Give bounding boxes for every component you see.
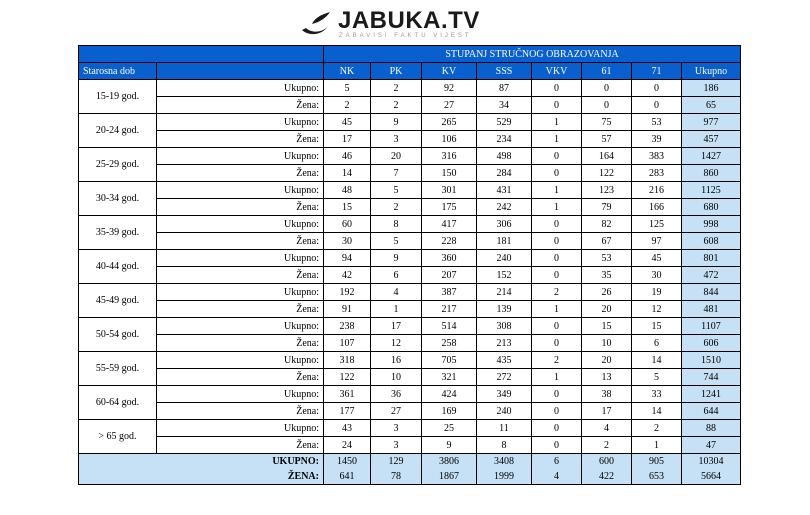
data-cell: 217 xyxy=(422,301,477,318)
data-cell: 27 xyxy=(422,97,477,114)
row-label-total: Ukupno: xyxy=(157,318,324,335)
summary-total-value: 6 xyxy=(554,456,559,467)
row-total-cell: 1510 xyxy=(682,352,741,369)
age-group-label: 20-24 god. xyxy=(79,114,157,148)
data-cell: 4 xyxy=(371,284,422,301)
education-table xyxy=(78,45,741,485)
data-cell: 3 xyxy=(371,437,422,454)
data-cell: 25 xyxy=(422,420,477,437)
data-cell: 228 xyxy=(422,233,477,250)
data-cell: 91 xyxy=(324,301,371,318)
data-cell: 46 xyxy=(324,148,371,165)
column-header-vkv: VKV xyxy=(532,63,582,80)
data-cell: 1 xyxy=(532,369,582,386)
data-cell: 9 xyxy=(422,437,477,454)
data-cell: 166 xyxy=(632,199,682,216)
data-cell: 6 xyxy=(371,267,422,284)
data-cell: 57 xyxy=(582,131,632,148)
data-cell: 1 xyxy=(532,131,582,148)
row-total-cell: 680 xyxy=(682,199,741,216)
data-cell: 12 xyxy=(371,335,422,352)
row-label-total: Ukupno: xyxy=(157,148,324,165)
table-row xyxy=(79,182,741,199)
data-cell: 234 xyxy=(477,131,532,148)
data-cell: 123 xyxy=(582,182,632,199)
data-cell: 214 xyxy=(477,284,532,301)
summary-total-value: 3806 xyxy=(439,456,459,467)
summary-women-value: 1999 xyxy=(494,471,514,482)
data-cell: 321 xyxy=(422,369,477,386)
data-cell: 417 xyxy=(422,216,477,233)
data-cell: 2 xyxy=(532,352,582,369)
age-group-label: 45-49 god. xyxy=(79,284,157,318)
data-cell: 498 xyxy=(477,148,532,165)
data-cell: 122 xyxy=(582,165,632,182)
table-row xyxy=(79,114,741,131)
age-group-label: 50-54 god. xyxy=(79,318,157,352)
row-label-women: Žena: xyxy=(157,301,324,318)
data-cell: 75 xyxy=(582,114,632,131)
table-row xyxy=(79,318,741,335)
row-label-women: Žena: xyxy=(157,233,324,250)
data-cell: 11 xyxy=(477,420,532,437)
summary-cell xyxy=(582,454,632,485)
data-cell: 10 xyxy=(582,335,632,352)
data-cell: 14 xyxy=(324,165,371,182)
data-cell: 3 xyxy=(371,131,422,148)
row-total-cell: 186 xyxy=(682,80,741,97)
data-cell: 24 xyxy=(324,437,371,454)
data-cell: 5 xyxy=(632,369,682,386)
row-label-women: Žena: xyxy=(157,97,324,114)
row-label-women: Žena: xyxy=(157,335,324,352)
data-cell: 5 xyxy=(371,233,422,250)
data-cell: 177 xyxy=(324,403,371,420)
row-label-women: Žena: xyxy=(157,199,324,216)
summary-women-value: 4 xyxy=(554,471,559,482)
data-cell: 9 xyxy=(371,250,422,267)
row-total-cell: 977 xyxy=(682,114,741,131)
age-group-label: > 65 god. xyxy=(79,420,157,454)
data-cell: 9 xyxy=(371,114,422,131)
data-cell: 0 xyxy=(532,165,582,182)
data-cell: 181 xyxy=(477,233,532,250)
row-total-cell: 88 xyxy=(682,420,741,437)
age-group-label: 30-34 god. xyxy=(79,182,157,216)
data-cell: 1 xyxy=(532,301,582,318)
data-cell: 14 xyxy=(632,403,682,420)
summary-cell xyxy=(324,454,371,485)
data-cell: 67 xyxy=(582,233,632,250)
data-cell: 0 xyxy=(532,420,582,437)
data-cell: 0 xyxy=(582,97,632,114)
table-row xyxy=(79,403,741,420)
data-cell: 82 xyxy=(582,216,632,233)
table-row xyxy=(79,80,741,97)
summary-cell xyxy=(422,454,477,485)
data-cell: 12 xyxy=(632,301,682,318)
row-total-cell: 472 xyxy=(682,267,741,284)
logo-wordmark: JABUKA.TV xyxy=(338,7,480,34)
group-header: STUPANJ STRUČNOG OBRAZOVANJA xyxy=(324,46,741,63)
table-row xyxy=(79,233,741,250)
data-cell: 0 xyxy=(532,403,582,420)
summary-cell xyxy=(477,454,532,485)
data-cell: 20 xyxy=(582,352,632,369)
summary-cell xyxy=(532,454,582,485)
data-cell: 0 xyxy=(532,437,582,454)
data-cell: 19 xyxy=(632,284,682,301)
data-cell: 17 xyxy=(324,131,371,148)
table-row xyxy=(79,199,741,216)
data-cell: 5 xyxy=(371,182,422,199)
data-cell: 0 xyxy=(532,335,582,352)
data-cell: 53 xyxy=(632,114,682,131)
data-cell: 10 xyxy=(371,369,422,386)
data-cell: 242 xyxy=(477,199,532,216)
data-cell: 308 xyxy=(477,318,532,335)
data-cell: 431 xyxy=(477,182,532,199)
row-total-cell: 860 xyxy=(682,165,741,182)
age-group-label: 35-39 god. xyxy=(79,216,157,250)
data-cell: 213 xyxy=(477,335,532,352)
row-total-cell: 744 xyxy=(682,369,741,386)
data-cell: 150 xyxy=(422,165,477,182)
data-cell: 5 xyxy=(324,80,371,97)
row-total-cell: 47 xyxy=(682,437,741,454)
data-cell: 349 xyxy=(477,386,532,403)
data-cell: 34 xyxy=(477,97,532,114)
data-cell: 0 xyxy=(632,97,682,114)
data-cell: 1 xyxy=(632,437,682,454)
data-cell: 16 xyxy=(371,352,422,369)
summary-women-value: 653 xyxy=(649,471,664,482)
data-cell: 2 xyxy=(632,420,682,437)
row-label-total: Ukupno: xyxy=(157,250,324,267)
header-blank xyxy=(79,46,324,63)
data-cell: 122 xyxy=(324,369,371,386)
column-header-ukupno: Ukupno xyxy=(682,63,741,80)
row-total-cell: 1125 xyxy=(682,182,741,199)
data-cell: 0 xyxy=(532,318,582,335)
data-cell: 20 xyxy=(582,301,632,318)
data-cell: 216 xyxy=(632,182,682,199)
data-cell: 15 xyxy=(582,318,632,335)
data-cell: 240 xyxy=(477,403,532,420)
summary-women-value: 5664 xyxy=(701,471,721,482)
summary-label-women: ŽENA: xyxy=(287,471,319,482)
table-row xyxy=(79,148,741,165)
data-cell: 283 xyxy=(632,165,682,182)
data-cell: 33 xyxy=(632,386,682,403)
data-cell: 272 xyxy=(477,369,532,386)
column-header-pk: PK xyxy=(371,63,422,80)
data-cell: 240 xyxy=(477,250,532,267)
data-cell: 107 xyxy=(324,335,371,352)
data-cell: 316 xyxy=(422,148,477,165)
column-header-61: 61 xyxy=(582,63,632,80)
data-cell: 265 xyxy=(422,114,477,131)
data-cell: 705 xyxy=(422,352,477,369)
row-label-total: Ukupno: xyxy=(157,420,324,437)
data-cell: 43 xyxy=(324,420,371,437)
data-cell: 383 xyxy=(632,148,682,165)
data-cell: 2 xyxy=(582,437,632,454)
data-cell: 361 xyxy=(324,386,371,403)
table-row xyxy=(79,131,741,148)
table-row xyxy=(79,250,741,267)
data-cell: 60 xyxy=(324,216,371,233)
row-total-cell: 65 xyxy=(682,97,741,114)
data-cell: 97 xyxy=(632,233,682,250)
data-cell: 26 xyxy=(582,284,632,301)
data-cell: 1 xyxy=(371,301,422,318)
data-cell: 0 xyxy=(532,97,582,114)
table-row xyxy=(79,301,741,318)
data-cell: 306 xyxy=(477,216,532,233)
row-label-total: Ukupno: xyxy=(157,182,324,199)
column-header-71: 71 xyxy=(632,63,682,80)
data-cell: 2 xyxy=(324,97,371,114)
data-cell: 14 xyxy=(632,352,682,369)
data-cell: 1 xyxy=(532,114,582,131)
data-cell: 8 xyxy=(477,437,532,454)
data-cell: 0 xyxy=(532,80,582,97)
row-label-total: Ukupno: xyxy=(157,216,324,233)
table-row xyxy=(79,335,741,352)
data-cell: 53 xyxy=(582,250,632,267)
row-label-total: Ukupno: xyxy=(157,284,324,301)
data-cell: 45 xyxy=(632,250,682,267)
age-group-label: 15-19 god. xyxy=(79,80,157,114)
column-header-nk: NK xyxy=(324,63,371,80)
summary-cell xyxy=(632,454,682,485)
data-cell: 0 xyxy=(532,216,582,233)
data-cell: 2 xyxy=(371,80,422,97)
table-row xyxy=(79,267,741,284)
row-total-cell: 1241 xyxy=(682,386,741,403)
subheader-blank xyxy=(157,63,324,80)
data-cell: 48 xyxy=(324,182,371,199)
summary-total-value: 905 xyxy=(649,456,664,467)
data-cell: 301 xyxy=(422,182,477,199)
data-cell: 4 xyxy=(582,420,632,437)
data-cell: 0 xyxy=(532,250,582,267)
summary-total-value: 600 xyxy=(599,456,614,467)
data-cell: 6 xyxy=(632,335,682,352)
summary-cell xyxy=(371,454,422,485)
row-total-cell: 1427 xyxy=(682,148,741,165)
site-logo[interactable] xyxy=(298,6,518,40)
row-label-women: Žena: xyxy=(157,403,324,420)
age-group-label: 60-64 god. xyxy=(79,386,157,420)
logo-tagline: ZABAVISI FAKTU VIJEST xyxy=(339,33,472,39)
row-label-total: Ukupno: xyxy=(157,386,324,403)
row-label-total: Ukupno: xyxy=(157,80,324,97)
column-header-kv: KV xyxy=(422,63,477,80)
data-cell: 258 xyxy=(422,335,477,352)
summary-label-total: UKUPNO: xyxy=(272,456,319,467)
summary-row xyxy=(79,454,741,485)
data-cell: 87 xyxy=(477,80,532,97)
age-group-label: 40-44 god. xyxy=(79,250,157,284)
row-total-cell: 1107 xyxy=(682,318,741,335)
table-row xyxy=(79,216,741,233)
summary-women-value: 641 xyxy=(339,471,355,482)
data-cell: 0 xyxy=(532,148,582,165)
row-total-cell: 608 xyxy=(682,233,741,250)
data-cell: 27 xyxy=(371,403,422,420)
data-cell: 0 xyxy=(532,233,582,250)
row-total-cell: 844 xyxy=(682,284,741,301)
data-cell: 318 xyxy=(324,352,371,369)
data-cell: 36 xyxy=(371,386,422,403)
row-label-women: Žena: xyxy=(157,369,324,386)
summary-total-value: 10304 xyxy=(698,456,724,467)
data-cell: 15 xyxy=(632,318,682,335)
data-cell: 17 xyxy=(371,318,422,335)
data-cell: 1 xyxy=(532,182,582,199)
data-cell: 45 xyxy=(324,114,371,131)
column-header-sss: SSS xyxy=(477,63,532,80)
row-label-total: Ukupno: xyxy=(157,114,324,131)
data-cell: 79 xyxy=(582,199,632,216)
row-total-cell: 644 xyxy=(682,403,741,420)
table-row xyxy=(79,437,741,454)
summary-women-value: 78 xyxy=(391,471,401,482)
data-cell: 35 xyxy=(582,267,632,284)
data-cell: 435 xyxy=(477,352,532,369)
row-total-cell: 801 xyxy=(682,250,741,267)
data-cell: 8 xyxy=(371,216,422,233)
table-row xyxy=(79,284,741,301)
data-cell: 30 xyxy=(632,267,682,284)
data-cell: 238 xyxy=(324,318,371,335)
summary-total-value: 129 xyxy=(388,456,404,467)
data-cell: 17 xyxy=(582,403,632,420)
data-cell: 529 xyxy=(477,114,532,131)
data-cell: 2 xyxy=(371,199,422,216)
summary-total-value: 3408 xyxy=(494,456,514,467)
data-cell: 514 xyxy=(422,318,477,335)
data-cell: 125 xyxy=(632,216,682,233)
data-cell: 387 xyxy=(422,284,477,301)
data-cell: 152 xyxy=(477,267,532,284)
data-cell: 92 xyxy=(422,80,477,97)
data-cell: 7 xyxy=(371,165,422,182)
data-cell: 0 xyxy=(632,80,682,97)
data-cell: 3 xyxy=(371,420,422,437)
data-cell: 0 xyxy=(582,80,632,97)
data-cell: 39 xyxy=(632,131,682,148)
summary-label xyxy=(79,454,324,485)
row-total-cell: 457 xyxy=(682,131,741,148)
data-cell: 360 xyxy=(422,250,477,267)
summary-women-value: 422 xyxy=(599,471,614,482)
age-group-label: 55-59 god. xyxy=(79,352,157,386)
data-cell: 2 xyxy=(532,284,582,301)
data-cell: 169 xyxy=(422,403,477,420)
table-row xyxy=(79,97,741,114)
table-row xyxy=(79,420,741,437)
summary-cell xyxy=(682,454,741,485)
data-cell: 42 xyxy=(324,267,371,284)
apple-icon xyxy=(298,8,334,38)
data-cell: 15 xyxy=(324,199,371,216)
data-cell: 106 xyxy=(422,131,477,148)
data-cell: 38 xyxy=(582,386,632,403)
data-cell: 94 xyxy=(324,250,371,267)
data-cell: 207 xyxy=(422,267,477,284)
summary-total-value: 1450 xyxy=(337,456,357,467)
age-header: Starosna dob xyxy=(79,63,157,80)
data-cell: 284 xyxy=(477,165,532,182)
row-total-cell: 481 xyxy=(682,301,741,318)
table-row xyxy=(79,369,741,386)
row-label-total: Ukupno: xyxy=(157,352,324,369)
data-cell: 164 xyxy=(582,148,632,165)
data-cell: 1 xyxy=(532,199,582,216)
table-row xyxy=(79,386,741,403)
data-cell: 13 xyxy=(582,369,632,386)
data-cell: 175 xyxy=(422,199,477,216)
data-cell: 2 xyxy=(371,97,422,114)
age-group-label: 25-29 god. xyxy=(79,148,157,182)
data-cell: 20 xyxy=(371,148,422,165)
data-cell: 30 xyxy=(324,233,371,250)
data-cell: 0 xyxy=(532,267,582,284)
data-cell: 424 xyxy=(422,386,477,403)
data-cell: 0 xyxy=(532,386,582,403)
data-cell: 192 xyxy=(324,284,371,301)
row-label-women: Žena: xyxy=(157,165,324,182)
row-label-women: Žena: xyxy=(157,131,324,148)
table-row xyxy=(79,352,741,369)
row-total-cell: 998 xyxy=(682,216,741,233)
row-label-women: Žena: xyxy=(157,437,324,454)
row-label-women: Žena: xyxy=(157,267,324,284)
table-row xyxy=(79,165,741,182)
data-cell: 139 xyxy=(477,301,532,318)
row-total-cell: 606 xyxy=(682,335,741,352)
summary-women-value: 1867 xyxy=(439,471,459,482)
